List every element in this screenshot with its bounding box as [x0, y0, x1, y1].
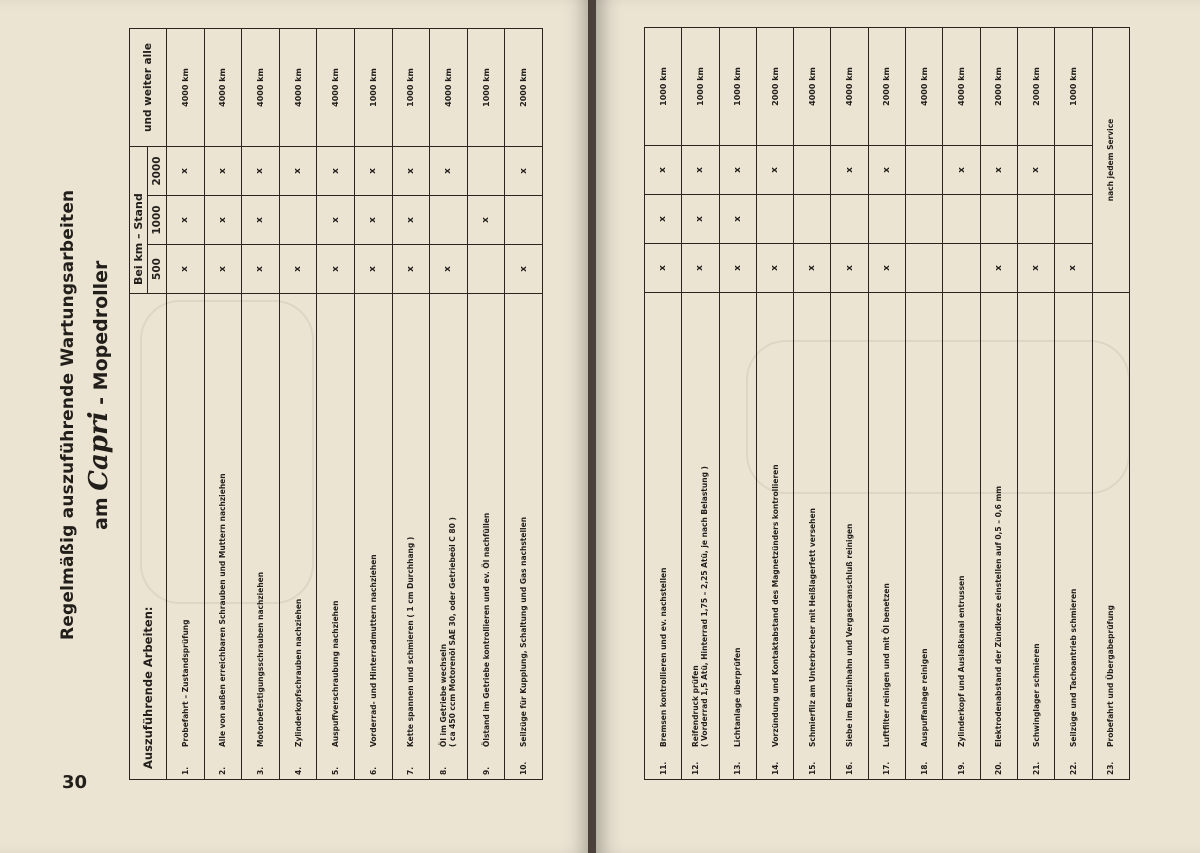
- check-km-1000: x: [392, 196, 430, 245]
- table-row: [719, 28, 756, 780]
- check-km-2000: x: [980, 146, 1017, 195]
- task-cell: [1017, 293, 1054, 780]
- task-number: 5.: [331, 766, 341, 775]
- task-line: [845, 524, 854, 775]
- task-line: [1069, 589, 1078, 775]
- heading-line2: [84, 261, 114, 530]
- task-number: 19.: [957, 761, 967, 775]
- interval-cell: 1000 km: [392, 29, 430, 147]
- task-number: 23.: [1106, 761, 1116, 775]
- task-number: 12.: [691, 761, 701, 775]
- table-row: [756, 28, 793, 780]
- check-km-2000: x: [645, 146, 682, 195]
- check-km-2000: [906, 146, 943, 195]
- task-text: Auspuffverschraubung nachziehen: [331, 600, 341, 747]
- task-line: [771, 464, 780, 775]
- task-line: [294, 599, 303, 775]
- interval-cell: 4000 km: [430, 29, 468, 147]
- task-line: [331, 601, 340, 775]
- task-text: Zylinderkopf und Auslaßkanal entrussen: [957, 575, 967, 747]
- task-number: 14.: [770, 761, 780, 775]
- check-km-500: x: [645, 244, 682, 293]
- check-km-1000: x: [682, 195, 719, 244]
- interval-cell: 1000 km: [719, 28, 756, 146]
- task-line: [659, 568, 668, 775]
- check-km-500: x: [868, 244, 905, 293]
- check-km-2000: x: [392, 147, 430, 196]
- task-cell: [505, 294, 543, 780]
- table-row: [467, 29, 505, 780]
- check-km-2000: [794, 146, 831, 195]
- check-km-1000: [794, 195, 831, 244]
- check-km-500: [943, 244, 980, 293]
- task-text: Probefahrt und Übergabeprüfung: [1106, 605, 1116, 747]
- task-text: Alle von außen erreichbaren Schrauben und Muttern nachziehen: [218, 473, 228, 747]
- task-text: Vorderrad- und Hinterradmuttern nachziehen: [368, 554, 378, 747]
- check-km-1000: [756, 195, 793, 244]
- task-line: [369, 554, 378, 775]
- interval-cell: 1000 km: [354, 29, 392, 147]
- check-km-2000: x: [279, 147, 317, 196]
- task-line: [482, 513, 491, 775]
- check-km-1000: [1017, 195, 1054, 244]
- heading-suffix: - Mopedroller: [90, 260, 112, 405]
- check-km-500: x: [1017, 244, 1054, 293]
- check-km-1000: x: [645, 195, 682, 244]
- table-row: [505, 29, 543, 780]
- check-km-500: x: [1055, 244, 1092, 293]
- table-row: [430, 29, 468, 780]
- check-km-2000: x: [167, 147, 205, 196]
- interval-cell: 2000 km: [980, 28, 1017, 146]
- check-km-2000: x: [682, 146, 719, 195]
- table-body-left: [167, 29, 543, 780]
- task-cell: [1055, 293, 1092, 780]
- interval-column-header: und weiter alle: [130, 29, 167, 147]
- check-km-500: x: [980, 244, 1017, 293]
- task-number: 18.: [919, 761, 929, 775]
- check-km-500: x: [354, 245, 392, 294]
- task-text: Schmierfilz am Unterbrecher mit Heißlagerfett versehen: [807, 508, 817, 747]
- task-line: [406, 537, 415, 775]
- check-km-500: x: [167, 245, 205, 294]
- interval-cell: 4000 km: [242, 29, 280, 147]
- task-cell: [242, 294, 280, 780]
- interval-cell: 4000 km: [831, 28, 868, 146]
- table-row: [943, 28, 980, 780]
- check-km-500: [906, 244, 943, 293]
- check-km-500: x: [719, 244, 756, 293]
- task-line: [256, 572, 265, 775]
- km-2000-header: 2000: [147, 147, 166, 196]
- task-text: Probefahrt – Zustandsprüfung: [180, 619, 190, 747]
- km-500-header: 500: [147, 245, 166, 294]
- check-km-500: x: [392, 245, 430, 294]
- check-km-1000: x: [242, 196, 280, 245]
- check-km-1000: x: [204, 196, 242, 245]
- check-km-1000: x: [167, 196, 205, 245]
- task-text: Zylinderkopfschrauben nachziehen: [293, 598, 303, 747]
- check-km-1000: [279, 196, 317, 245]
- task-text: Luftfilter reinigen und mit Öl benetzen: [882, 583, 892, 747]
- check-km-2000: [467, 147, 505, 196]
- check-km-1000: x: [467, 196, 505, 245]
- table-row: [354, 29, 392, 780]
- task-text: Kette spannen und schmieren ( 1 cm Durchhang ): [406, 536, 416, 747]
- task-number: 21.: [1031, 761, 1041, 775]
- table-row: [279, 29, 317, 780]
- task-line: [691, 665, 700, 775]
- task-cell: [682, 293, 719, 780]
- check-km-1000: [868, 195, 905, 244]
- check-km-1000: [430, 196, 468, 245]
- check-km-2000: x: [756, 146, 793, 195]
- task-cell: [204, 294, 242, 780]
- heading-am: am: [90, 497, 112, 530]
- task-text-continued: ( ca 450 ccm Motorenöl SAE 30, oder Getriebeöl C 80 ): [448, 517, 458, 747]
- check-km-1000: x: [719, 195, 756, 244]
- check-km-1000: x: [317, 196, 355, 245]
- task-text: Elektrodenabstand der Zündkerze einstellen auf 0,5 – 0,6 mm: [994, 485, 1004, 747]
- table-row: [868, 28, 905, 780]
- task-number: 15.: [807, 761, 817, 775]
- check-km-2000: x: [242, 147, 280, 196]
- check-km-2000: x: [430, 147, 468, 196]
- interval-cell: 2000 km: [505, 29, 543, 147]
- check-km-500: x: [242, 245, 280, 294]
- check-km-500: [467, 245, 505, 294]
- table-row: [980, 28, 1017, 780]
- task-number: 22.: [1068, 761, 1078, 775]
- task-text: Bremsen kontrollieren und ev. nachstellen: [658, 567, 668, 747]
- table-row: [392, 29, 430, 780]
- task-text: Motorbefestigungsschrauben nachziehen: [255, 571, 265, 747]
- table-row: [242, 29, 280, 780]
- check-km-500: x: [204, 245, 242, 294]
- maintenance-table-left: [129, 28, 543, 780]
- task-cell: [645, 293, 682, 780]
- task-line: [994, 486, 1003, 775]
- task-number: 4.: [293, 766, 303, 775]
- check-km-500: x: [682, 244, 719, 293]
- task-cell: [467, 294, 505, 780]
- interval-cell: 4000 km: [204, 29, 242, 147]
- check-km-1000: [505, 196, 543, 245]
- table-row: [317, 29, 355, 780]
- interval-cell: 1000 km: [645, 28, 682, 146]
- interval-cell: 1000 km: [1055, 28, 1092, 146]
- check-km-1000: [943, 195, 980, 244]
- table-row: [831, 28, 868, 780]
- check-km-1000: [831, 195, 868, 244]
- heading-line1: Regelmäßig auszuführende Wartungsarbeiten: [58, 189, 78, 640]
- task-cell: [430, 294, 468, 780]
- interval-cell: 2000 km: [868, 28, 905, 146]
- check-km-2000: x: [505, 147, 543, 196]
- check-km-2000: x: [317, 147, 355, 196]
- check-km-500: x: [317, 245, 355, 294]
- right-page: [596, 0, 1200, 853]
- check-km-2000: x: [831, 146, 868, 195]
- table-row: [906, 28, 943, 780]
- table-row: [1055, 28, 1092, 780]
- task-cell: [794, 293, 831, 780]
- interval-cell: 2000 km: [1017, 28, 1054, 146]
- interval-cell: 4000 km: [317, 29, 355, 147]
- interval-cell: 4000 km: [794, 28, 831, 146]
- table-row: [682, 28, 719, 780]
- task-cell: [868, 293, 905, 780]
- task-text: Vorzündung und Kontaktabstand des Magnetzünders kontrollieren: [770, 464, 780, 747]
- task-number: 1.: [180, 766, 190, 775]
- task-line: [733, 648, 742, 775]
- km-group-header: Bei km – Stand: [130, 147, 148, 294]
- table-body-right: [645, 28, 1130, 780]
- task-line: [920, 648, 929, 775]
- task-number: 13.: [733, 761, 743, 775]
- table-row: [1092, 28, 1129, 780]
- task-text: Seilzüge für Kupplung, Schaltung und Gas nachstellen: [519, 516, 529, 747]
- km-1000-header: 1000: [147, 196, 166, 245]
- page-number: 30: [62, 772, 88, 793]
- check-km-500: x: [279, 245, 317, 294]
- task-cell: [1092, 293, 1129, 780]
- task-number: 8.: [439, 766, 449, 775]
- check-km-1000: [980, 195, 1017, 244]
- interval-cell: 2000 km: [756, 28, 793, 146]
- task-text: Auspuffanlage reinigen: [919, 648, 929, 747]
- task-line: [439, 644, 448, 775]
- check-km-2000: x: [943, 146, 980, 195]
- task-text: Reifendruck prüfen: [691, 665, 701, 747]
- task-line: [1032, 643, 1041, 775]
- check-km-500: x: [794, 244, 831, 293]
- check-km-500: x: [756, 244, 793, 293]
- task-text: Lichtanlage überprüfen: [733, 647, 743, 747]
- check-km-500: x: [505, 245, 543, 294]
- task-text: Siebe im Benzinhahn und Vergaseranschluß reinigen: [845, 523, 855, 747]
- table-header: [130, 29, 167, 780]
- task-cell: [943, 293, 980, 780]
- interval-cell: 4000 km: [943, 28, 980, 146]
- task-number: 20.: [994, 761, 1004, 775]
- task-number: 6.: [368, 766, 378, 775]
- table-row: [794, 28, 831, 780]
- task-text-continued: ( Vorderrad 1,5 Atü, Hinterrad 1,75 – 2,25 Atü, je nach Belastung ): [700, 466, 710, 747]
- table-row: [1017, 28, 1054, 780]
- task-line: [218, 473, 227, 775]
- check-km-2000: x: [354, 147, 392, 196]
- table-row: [204, 29, 242, 780]
- check-km-2000: x: [204, 147, 242, 196]
- check-km-2000: x: [868, 146, 905, 195]
- task-cell: [167, 294, 205, 780]
- task-number: 7.: [406, 766, 416, 775]
- task-number: 10.: [519, 761, 529, 775]
- task-cell: [317, 294, 355, 780]
- task-number: 17.: [882, 761, 892, 775]
- task-cell: [831, 293, 868, 780]
- interval-cell: 4000 km: [279, 29, 317, 147]
- task-number: 9.: [481, 766, 491, 775]
- check-km-1000: x: [354, 196, 392, 245]
- task-cell: [354, 294, 392, 780]
- interval-cell: 1000 km: [467, 29, 505, 147]
- task-cell: [756, 293, 793, 780]
- interval-cell: 4000 km: [167, 29, 205, 147]
- service-note-cell: nach jedem Service: [1092, 28, 1129, 293]
- task-line: [957, 576, 966, 775]
- capri-logo: Capri: [84, 411, 114, 491]
- task-line: [519, 517, 528, 775]
- check-km-500: x: [430, 245, 468, 294]
- check-km-2000: x: [719, 146, 756, 195]
- task-cell: [392, 294, 430, 780]
- check-km-2000: x: [1017, 146, 1054, 195]
- check-km-1000: [1055, 195, 1092, 244]
- left-page: [0, 0, 590, 853]
- task-text: Ölstand im Getriebe kontrollieren und ev. Öl nachfüllen: [481, 512, 491, 747]
- interval-cell: 4000 km: [906, 28, 943, 146]
- task-number: 11.: [658, 761, 668, 775]
- task-number: 16.: [845, 761, 855, 775]
- check-km-500: x: [831, 244, 868, 293]
- table-row: [167, 29, 205, 780]
- task-text: Seilzüge und Tachoantrieb schmieren: [1068, 588, 1078, 747]
- task-cell: [719, 293, 756, 780]
- task-cell: [279, 294, 317, 780]
- task-number: 2.: [218, 766, 228, 775]
- task-cell: [906, 293, 943, 780]
- task-line: [1106, 605, 1115, 775]
- task-text: Öl im Getriebe wechseln: [439, 643, 449, 747]
- task-cell: [980, 293, 1017, 780]
- task-line: [882, 583, 891, 775]
- task-column-header: Auszuführende Arbeiten:: [130, 294, 167, 780]
- task-line: [808, 508, 817, 775]
- maintenance-table-right: [644, 27, 1130, 780]
- interval-cell: 1000 km: [682, 28, 719, 146]
- table-row: [645, 28, 682, 780]
- task-line: [181, 620, 190, 776]
- task-text: Schwinglager schmieren: [1031, 643, 1041, 747]
- task-number: 3.: [255, 766, 265, 775]
- check-km-2000: [1055, 146, 1092, 195]
- check-km-1000: [906, 195, 943, 244]
